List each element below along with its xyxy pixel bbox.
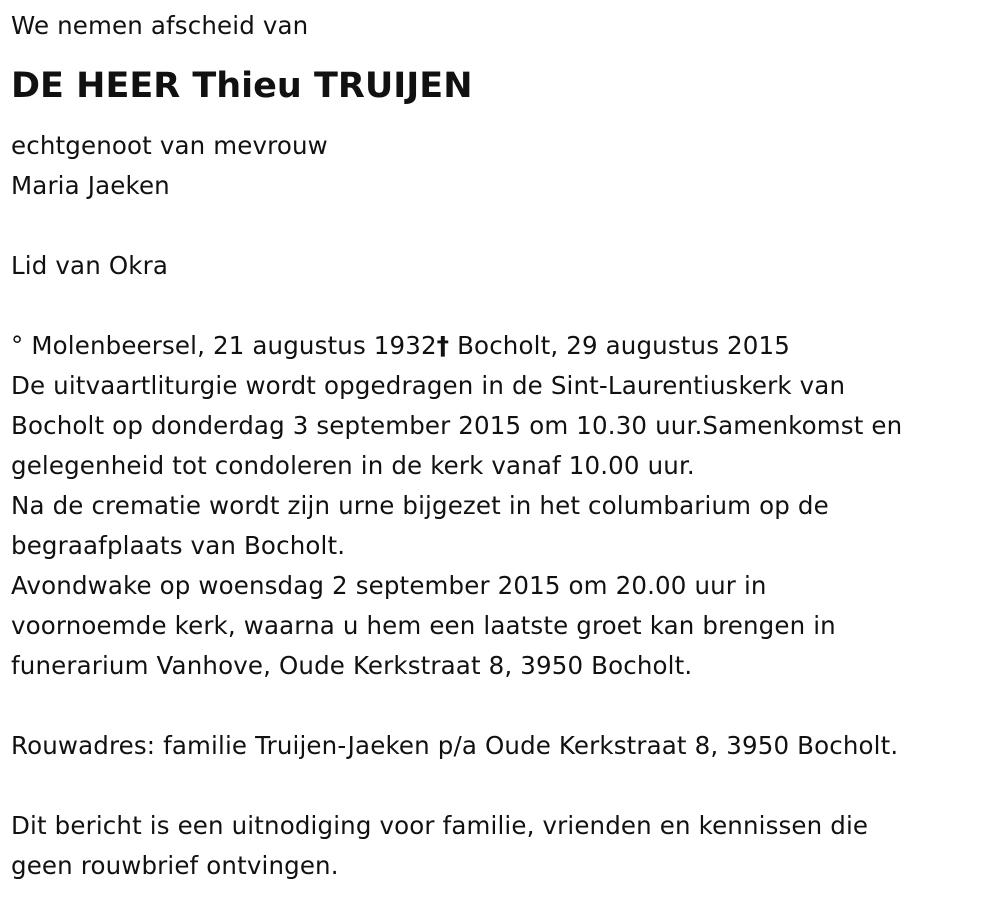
birth-death-line [11, 326, 991, 366]
body-line: gelegenheid tot condoleren in de kerk vanaf 10.00 uur. [11, 451, 695, 480]
death-text: Bocholt, 29 augustus 2015 [449, 331, 791, 360]
closing-line: Dit bericht is een uitnodiging voor familie, vrienden en kennissen die [11, 811, 869, 840]
spacer [11, 206, 991, 246]
intro-text: We nemen afscheid van [11, 11, 309, 40]
spacer [11, 766, 991, 806]
body-line: Bocholt op donderdag 3 september 2015 om 10.30 uur.Samenkomst en [11, 411, 903, 440]
body-line: funerarium Vanhove, Oude Kerkstraat 8, 3950 Bocholt. [11, 651, 693, 680]
deceased-name: DE HEER Thieu TRUIJEN [11, 66, 473, 106]
birth-text: ° Molenbeersel, 21 augustus 1932 [11, 331, 437, 360]
spouse-line-2: Maria Jaeken [11, 171, 170, 200]
body-line: begraafplaats van Bocholt. [11, 531, 346, 560]
spacer [11, 686, 991, 726]
body-line: De uitvaartliturgie wordt opgedragen in de Sint-Laurentiuskerk van [11, 371, 846, 400]
mourning-address: Rouwadres: familie Truijen-Jaeken p/a Oude Kerkstraat 8, 3950 Bocholt. [11, 731, 899, 760]
cross-icon: † [436, 331, 450, 360]
closing-line: geen rouwbrief ontvingen. [11, 851, 339, 880]
body-line: Na de crematie wordt zijn urne bijgezet in het columbarium op de [11, 491, 829, 520]
body-line: Avondwake op woensdag 2 september 2015 om 20.00 uur in [11, 571, 767, 600]
body-line: voornoemde kerk, waarna u hem een laatste groet kan brengen in [11, 611, 836, 640]
spouse-line-1: echtgenoot van mevrouw [11, 131, 328, 160]
membership-text: Lid van Okra [11, 251, 168, 280]
spacer [11, 286, 991, 326]
death-notice [11, 6, 991, 886]
